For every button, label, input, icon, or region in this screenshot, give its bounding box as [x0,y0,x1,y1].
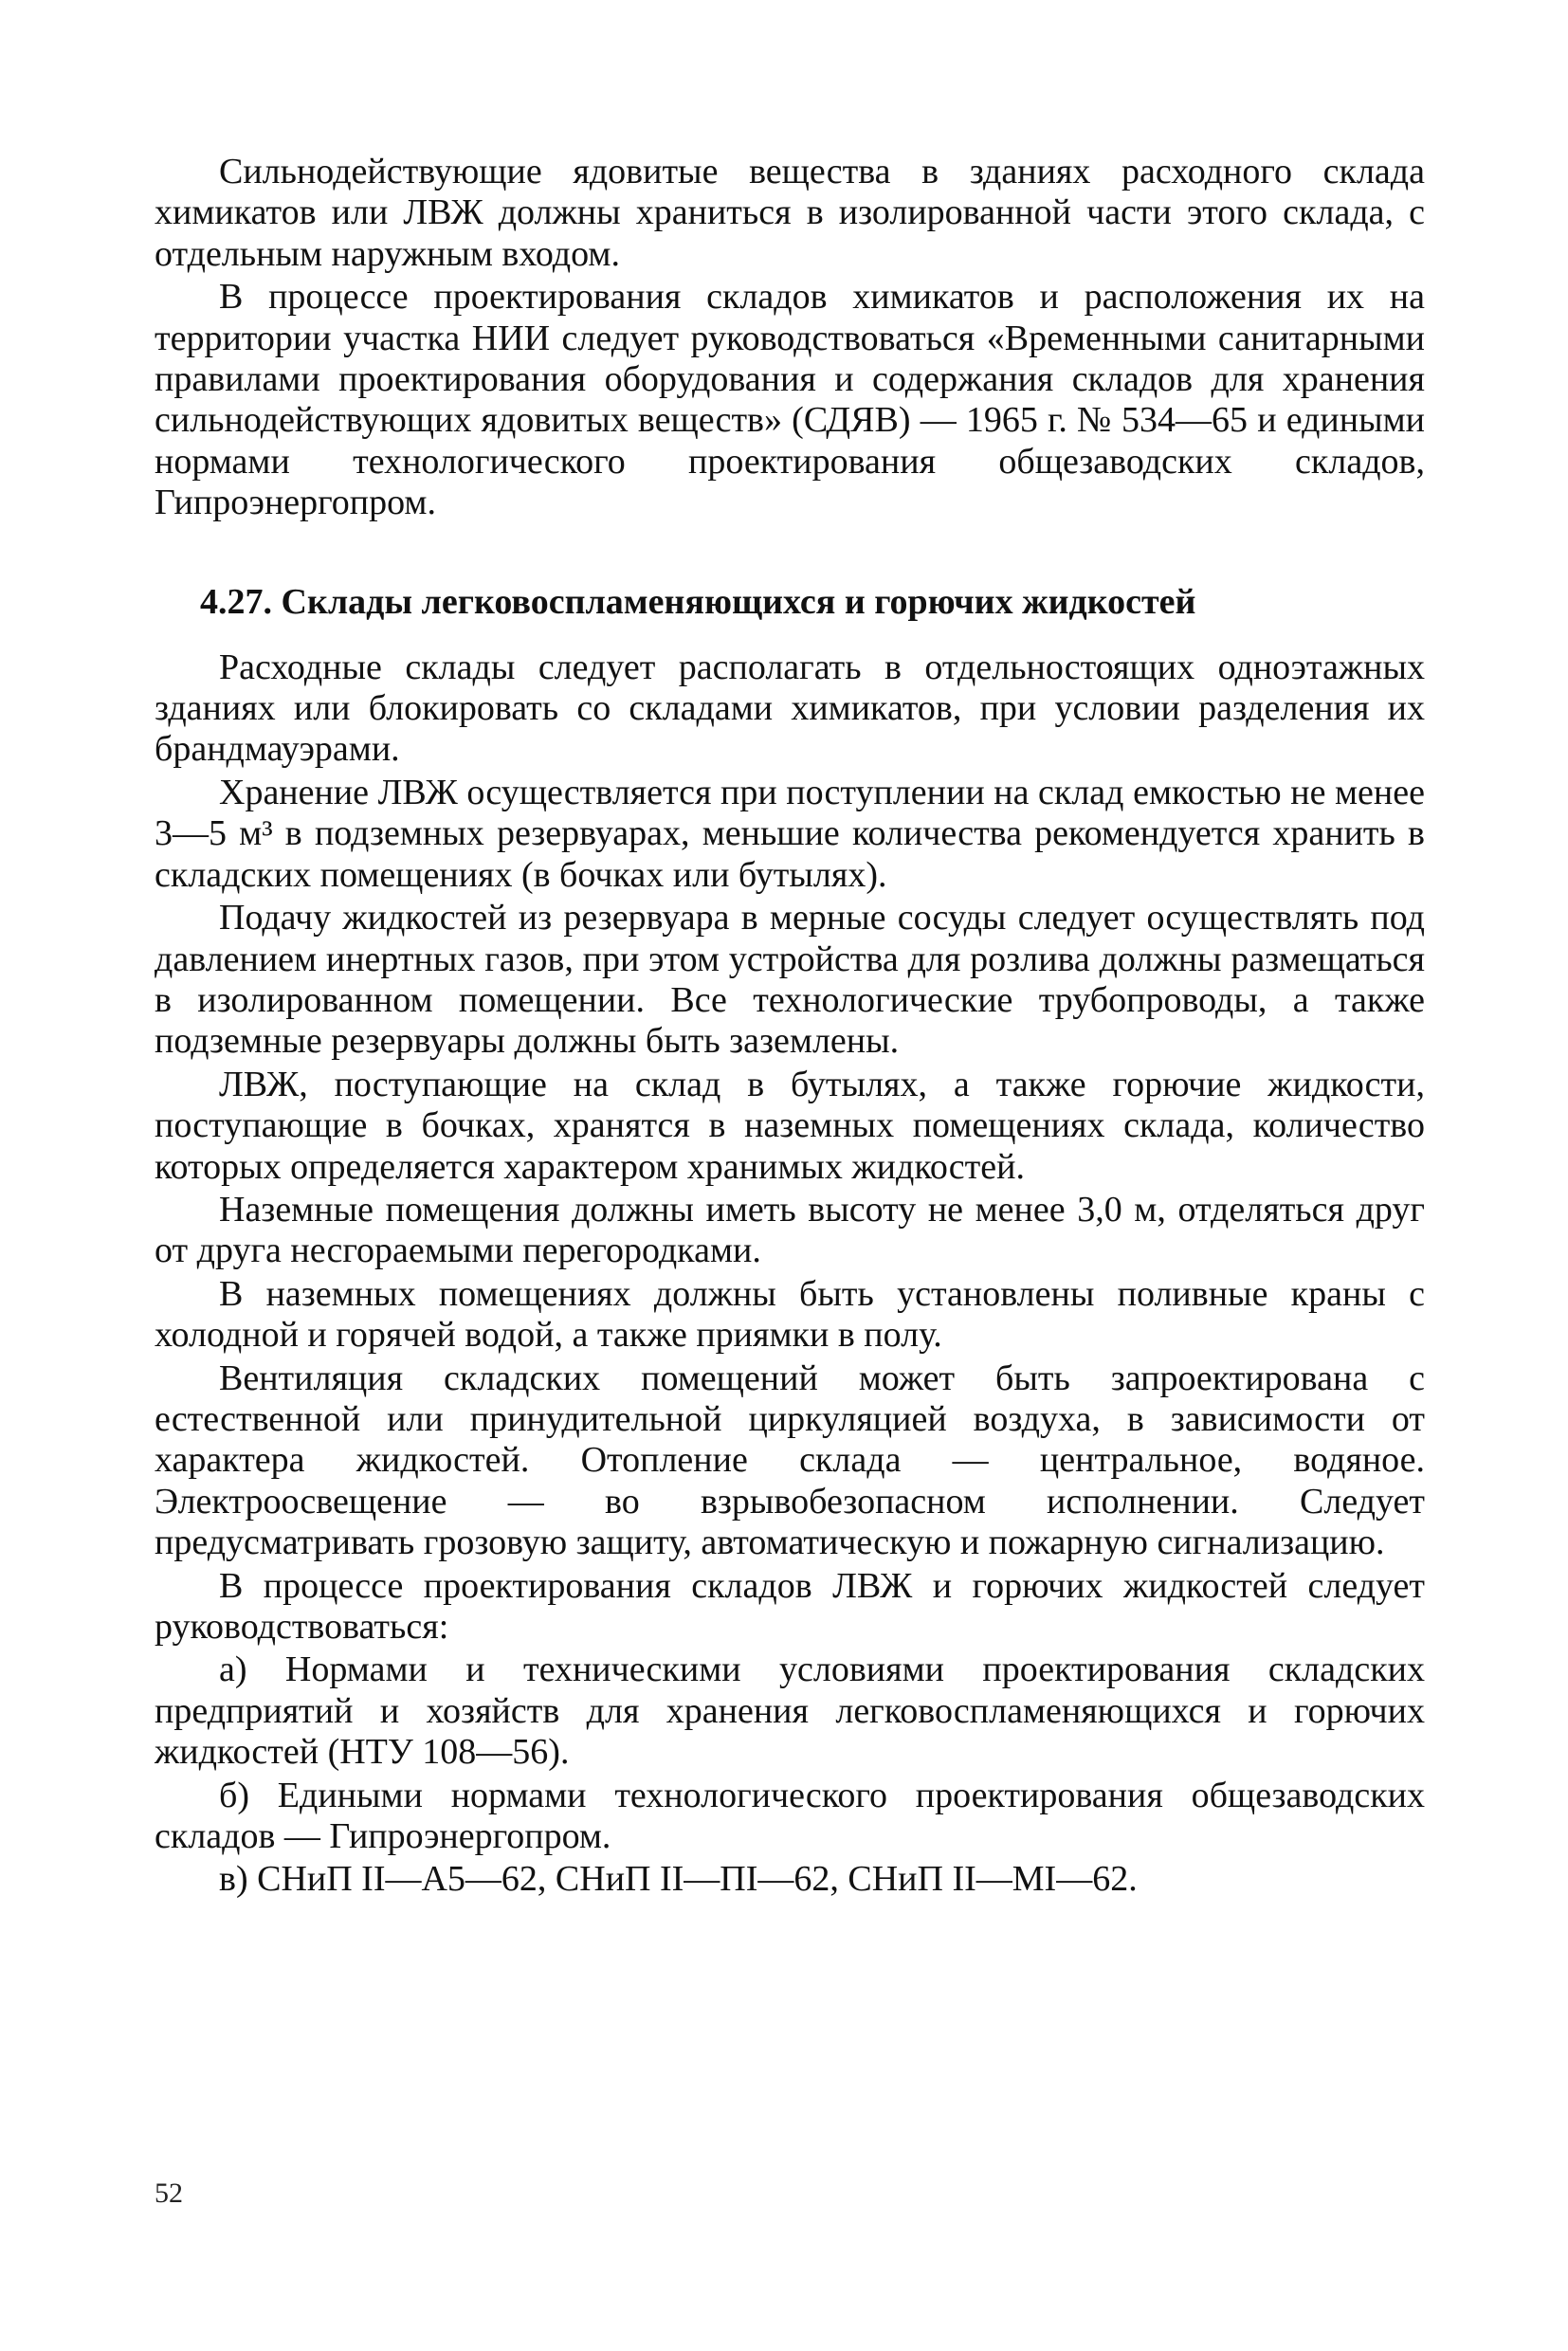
section-paragraph-7: Вентиляция складских помещений может быть запроектирована с естественной или принудительной циркуляцией воздуха, в зависимости от характера жидкостей. Отопление склада — центральное, водяное. Электроосвещение — во взрывобезопасном исполнении. Следует предусматривать грозовую защиту, автоматическую и пожарную сигнализацию. [155,1358,1425,1563]
section-paragraph-6: В наземных помещениях должны быть установлены поливные краны с холодной и горячей водой, а также приямки в полу. [155,1273,1425,1356]
section-paragraph-4: ЛВЖ, поступающие на склад в бутылях, а также горючие жидкости, поступающие в бочках, хранятся в наземных помещениях склада, количество которых определяется характером хранимых жидкостей. [155,1064,1425,1187]
section-paragraph-5: Наземные помещения должны иметь высоту не менее 3,0 м, отделяться друг от друга несгораемыми перегородками. [155,1189,1425,1271]
section-paragraph-1: Расходные склады следует располагать в отдельностоящих одноэтажных зданиях или блокировать со складами химикатов, при условии разделения их брандмауэрами. [155,647,1425,770]
text-column [155,152,1425,1901]
section-heading: 4.27. Склады легковоспламеняющихся и горючих жидкостей [200,581,1196,622]
list-item-b: б) Едиными нормами технологического проектирования общезаводских складов — Гипроэнергопром. [155,1775,1425,1857]
list-item-a: а) Нормами и техническими условиями проектирования складских предприятий и хозяйств для хранения легковоспламеняющихся и горючих жидкостей (НТУ 108—56). [155,1649,1425,1773]
list-item-c: в) СНиП II—А5—62, СНиП II—ПI—62, СНиП II—МI—62. [219,1859,1138,1900]
section-paragraph-3: Подачу жидкостей из резервуара в мерные сосуды следует осуществлять под давлением инертных газов, при этом устройства для розлива должны размещаться в изолированном помещении. Все технологические трубопроводы, а также подземные резервуары должны быть заземлены. [155,898,1425,1062]
intro-paragraph-2: В процессе проектирования складов химикатов и расположения их на территории участка НИИ следует руководствоваться «Временными санитарными правилами проектирования оборудования и содержания складов для хранения сильнодействующих ядовитых веществ» (СДЯВ) — 1965 г. № 534—65 и едиными нормами технологического проектирования общезаводских складов, Гипроэнергопром. [155,277,1425,523]
section-paragraph-2: Хранение ЛВЖ осуществляется при поступлении на склад емкостью не менее 3—5 м³ в подземных резервуарах, меньшие количества рекомендуется хранить в складских помещениях (в бочках или бутылях). [155,772,1425,895]
intro-paragraph-1: Сильнодействующие ядовитые вещества в зданиях расходного склада химикатов или ЛВЖ должны храниться в изолированной части этого склада, с отдельным наружным входом. [155,152,1425,274]
section-paragraph-8: В процессе проектирования складов ЛВЖ и горючих жидкостей следует руководствоваться: [155,1565,1425,1647]
page-number: 52 [155,2178,183,2209]
